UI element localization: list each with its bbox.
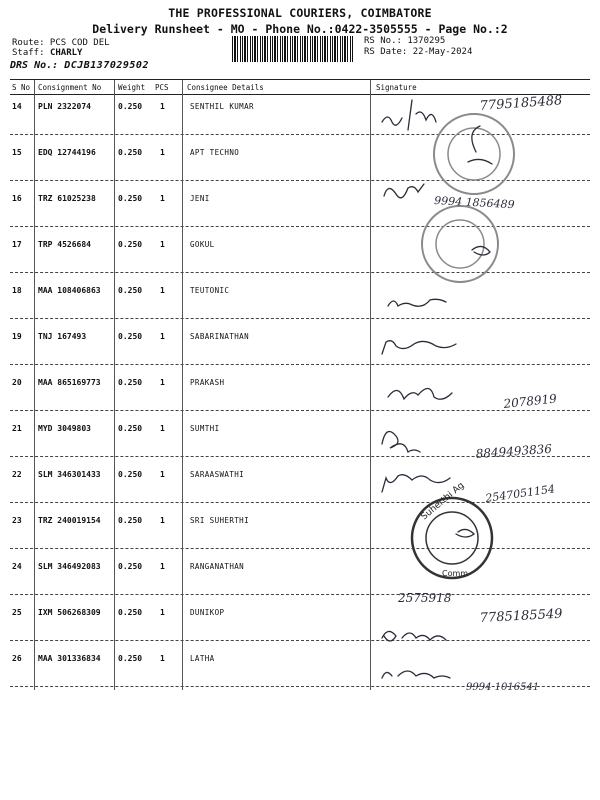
table-top-rule <box>10 79 590 80</box>
row-pcs: 1 <box>160 102 165 111</box>
handwritten-number: 7785185549 <box>479 606 563 626</box>
rs-number: RS No.: 1370295 <box>364 36 446 46</box>
barcode <box>232 36 354 62</box>
row-consignment-no: PLN 2322074 <box>38 102 91 111</box>
row-sno: 18 <box>12 286 22 295</box>
row-consignee: SRI SUHERTHI <box>190 516 249 525</box>
row-consignment-no: TRZ 61025238 <box>38 194 96 203</box>
row-weight: 0.250 <box>118 148 143 157</box>
row-weight: 0.250 <box>118 102 143 111</box>
handwritten-phone-numbers <box>397 93 563 692</box>
company-title: THE PROFESSIONAL COURIERS, COIMBATORE <box>168 6 432 20</box>
row-sno: 15 <box>12 148 22 157</box>
handwritten-number: 8849493836 <box>475 441 553 461</box>
row-consignee: PRAKASH <box>190 378 225 387</box>
row-consignment-no: TNJ 167493 <box>38 332 87 341</box>
row-sno: 17 <box>12 240 22 249</box>
col-header-pcs: PCS <box>155 83 169 92</box>
row-weight: 0.250 <box>118 516 143 525</box>
drs-line <box>10 60 149 71</box>
row-consignee: SABARINATHAN <box>190 332 249 341</box>
row-weight: 0.250 <box>118 378 143 387</box>
row-consignee: GOKUL <box>190 240 215 249</box>
row-consignment-no: MAA 108406863 <box>38 286 101 295</box>
row-weight: 0.250 <box>118 654 143 663</box>
col-header-consignment: Consignment No <box>38 83 102 92</box>
row-consignee: SARAASWATHI <box>190 470 245 479</box>
row-sno: 24 <box>12 562 22 571</box>
row-sno: 26 <box>12 654 22 663</box>
handwritten-number: 7795185488 <box>479 93 563 114</box>
row-weight: 0.250 <box>118 562 143 571</box>
row-consignee: RANGANATHAN <box>190 562 245 571</box>
row-consignee: APT TECHNO <box>190 148 240 157</box>
row-sno: 22 <box>12 470 22 479</box>
row-pcs: 1 <box>160 470 165 479</box>
row-pcs: 1 <box>160 286 165 295</box>
drs-label: DRS No.: <box>10 60 59 71</box>
row-consignment-no: SLM 346492083 <box>38 562 101 571</box>
row-consignment-no: TRZ 240019154 <box>38 516 101 525</box>
round-stamp <box>434 114 514 194</box>
handwritten-number: 2078919 <box>502 391 558 411</box>
row-sno: 16 <box>12 194 22 203</box>
stamp-text: Suherthi Ag <box>419 480 467 523</box>
row-weight: 0.250 <box>118 194 143 203</box>
handwritten-number: 2575918 <box>398 591 452 605</box>
row-pcs: 1 <box>160 654 165 663</box>
row-consignment-no: TRP 4526684 <box>38 240 91 249</box>
row-consignee: SUMTHI <box>190 424 220 433</box>
row-sno: 20 <box>12 378 22 387</box>
row-consignment-no: IXM 506268309 <box>38 608 101 617</box>
staff-name: CHARLY <box>49 48 83 58</box>
row-sno: 23 <box>12 516 22 525</box>
row-weight: 0.250 <box>118 332 143 341</box>
row-sno: 25 <box>12 608 22 617</box>
row-pcs: 1 <box>160 332 165 341</box>
handwritten-number: 9994 1016541 <box>466 682 540 692</box>
row-consignee: TEUTONIC <box>190 286 230 295</box>
stamp-text: Comm <box>442 569 469 578</box>
staff-label: Staff: <box>12 48 45 58</box>
round-stamp <box>422 206 498 282</box>
row-weight: 0.250 <box>118 424 143 433</box>
row-pcs: 1 <box>160 378 165 387</box>
row-pcs: 1 <box>160 608 165 617</box>
drs-number: DCJB137029502 <box>64 60 149 71</box>
row-pcs: 1 <box>160 194 165 203</box>
row-consignee: LATHA <box>190 654 215 663</box>
row-pcs: 1 <box>160 516 165 525</box>
row-sno: 21 <box>12 424 22 433</box>
row-sno: 14 <box>12 102 22 111</box>
row-consignment-no: MAA 301336834 <box>38 654 101 663</box>
round-stamp <box>412 481 492 578</box>
handwritten-number: 2547051154 <box>484 482 556 505</box>
runsheet-subtitle: Delivery Runsheet - MO - Phone No.:0422-3505555 - Page No.:2 <box>92 22 508 36</box>
row-consignment-no: MYD 3049803 <box>38 424 91 433</box>
rs-date: RS Date: 22-May-2024 <box>364 47 473 57</box>
row-pcs: 1 <box>160 424 165 433</box>
row-consignee: SENTHIL KUMAR <box>190 102 254 111</box>
route-label: Route: PCS COD DEL <box>12 38 110 48</box>
staff-line <box>12 48 82 58</box>
col-header-weight: Weight <box>118 83 146 92</box>
col-header-sno: S No <box>12 83 31 92</box>
col-header-signature: Signature <box>376 83 417 92</box>
row-consignment-no: EDQ 12744196 <box>38 148 96 157</box>
row-weight: 0.250 <box>118 470 143 479</box>
row-pcs: 1 <box>160 240 165 249</box>
row-pcs: 1 <box>160 148 165 157</box>
row-consignee: JENI <box>190 194 210 203</box>
col-header-consignee: Consignee Details <box>187 83 264 92</box>
row-weight: 0.250 <box>118 608 143 617</box>
row-pcs: 1 <box>160 562 165 571</box>
signature-overlay <box>372 92 594 692</box>
handwritten-number: 9994 1856489 <box>433 194 515 212</box>
row-sno: 19 <box>12 332 22 341</box>
row-consignment-no: MAA 865169773 <box>38 378 101 387</box>
row-consignee: DUNIKOP <box>190 608 225 617</box>
row-consignment-no: SLM 346301433 <box>38 470 101 479</box>
row-weight: 0.250 <box>118 240 143 249</box>
row-weight: 0.250 <box>118 286 143 295</box>
